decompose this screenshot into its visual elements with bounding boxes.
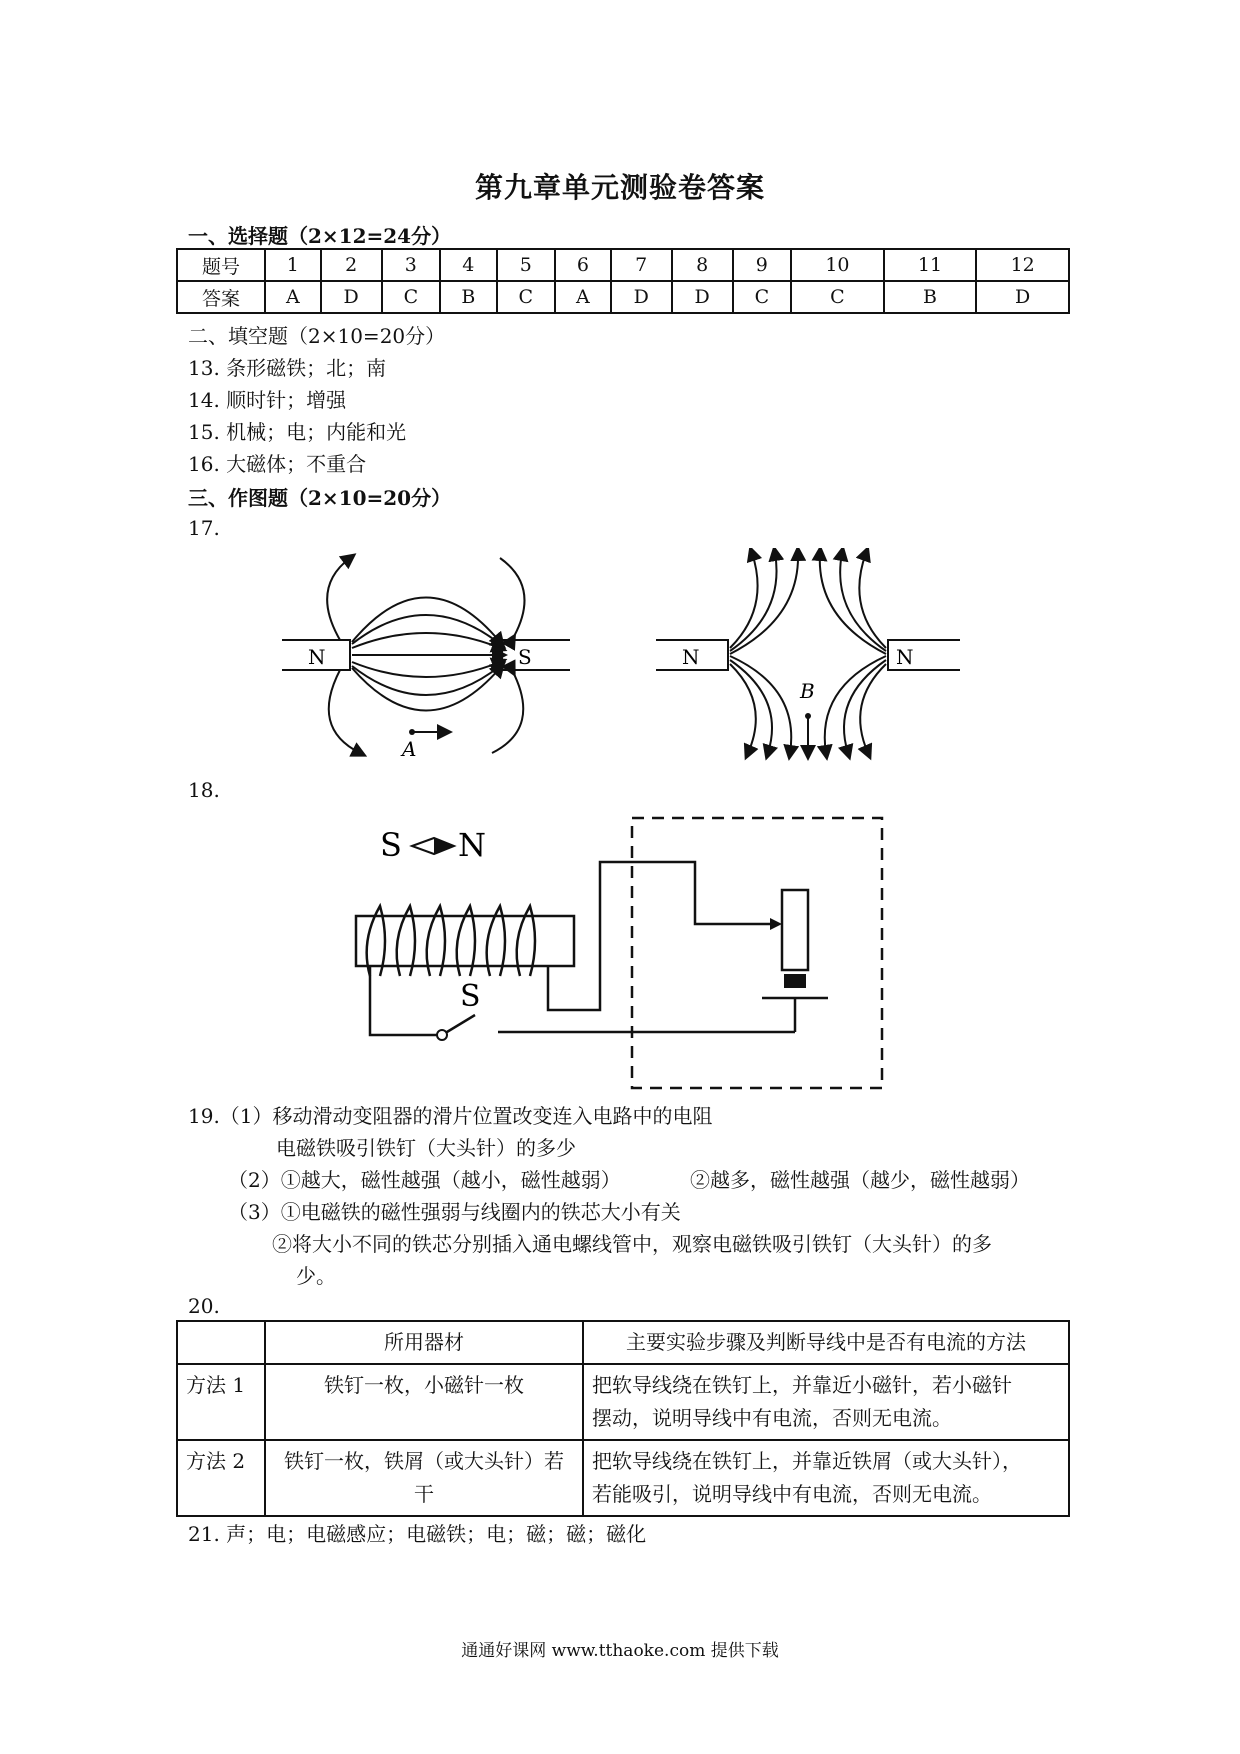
q19-line-4: （3）①电磁铁的磁性强弱与线圈内的铁芯大小有关 xyxy=(228,1200,681,1224)
row-label-number: 题号 xyxy=(177,249,265,281)
q21-answer: 21. 声；电；电磁感应；电磁铁；电；磁；磁；磁化 xyxy=(188,1522,647,1546)
q20-method-2-steps-line-2: 若能吸引，说明导线中有电流，否则无电流。 xyxy=(592,1482,992,1506)
q19-line-3a: （2）①越大，磁性越强（越小，磁性越弱） xyxy=(228,1168,621,1192)
answer-cell: B xyxy=(440,281,496,313)
q20-header-row xyxy=(177,1321,1069,1364)
fig17-right-diagram xyxy=(656,553,960,753)
q20-header-steps: 主要实验步骤及判断导线中是否有电流的方法 xyxy=(583,1321,1069,1364)
compass-needle-n-half xyxy=(434,838,454,854)
answer-cell: B xyxy=(884,281,977,313)
fig17-left-n: N xyxy=(308,645,326,669)
number-cell: 9 xyxy=(733,249,792,281)
q20-method-1-steps-line-2: 摆动，说明导线中有电流，否则无电流。 xyxy=(592,1406,952,1430)
q20-method-1-equipment: 铁钉一枚，小磁针一枚 xyxy=(265,1364,583,1440)
compass-s-label: S xyxy=(380,826,402,864)
fig17-right-n1: N xyxy=(682,645,700,669)
answer-cell: D xyxy=(672,281,733,313)
answer-cell: A xyxy=(555,281,611,313)
wire-to-switch xyxy=(370,966,442,1035)
number-cell: 2 xyxy=(321,249,382,281)
question-18-label: 18. xyxy=(188,778,220,802)
q20-row-method-1 xyxy=(177,1364,1069,1440)
q20-method-1-steps-line-1: 把软导线绕在铁钉上，并靠近小磁针，若小磁针 xyxy=(592,1373,1012,1397)
fig17-left-s: S xyxy=(518,645,532,669)
number-cell: 11 xyxy=(884,249,977,281)
dashed-box xyxy=(632,818,882,1088)
left-magnet-s xyxy=(502,640,570,670)
number-cell: 10 xyxy=(791,249,884,281)
q19-line-1: 19.（1）移动滑动变阻器的滑片位置改变连入电路中的电阻 xyxy=(188,1104,713,1128)
fill-answer-13: 13. 条形磁铁；北；南 xyxy=(188,356,387,380)
answer-cell: C xyxy=(733,281,792,313)
fill-answer-15: 15. 机械；电；内能和光 xyxy=(188,420,407,444)
q19-line-2: 电磁铁吸引铁钉（大头针）的多少 xyxy=(276,1136,576,1160)
row-label-answer: 答案 xyxy=(177,281,265,313)
number-cell: 4 xyxy=(440,249,496,281)
answer-cell: C xyxy=(791,281,884,313)
answer-cell: D xyxy=(321,281,382,313)
device-rod xyxy=(782,890,808,970)
number-cell: 1 xyxy=(265,249,321,281)
fig17-right-n2: N xyxy=(896,645,914,669)
figure-17-magnetic-fields xyxy=(270,548,970,768)
number-cell: 3 xyxy=(382,249,441,281)
answer-cell: D xyxy=(976,281,1069,313)
question-17-label: 17. xyxy=(188,516,220,540)
q20-method-2-equipment-line-2: 干 xyxy=(414,1482,434,1506)
answer-cell: D xyxy=(611,281,672,313)
number-cell: 7 xyxy=(611,249,672,281)
question-20-label: 20. xyxy=(188,1294,220,1318)
solenoid-core xyxy=(356,916,574,966)
q20-method-2-equipment xyxy=(265,1440,583,1516)
q20-method-2-label: 方法 2 xyxy=(177,1440,265,1516)
q19-line-6: 少。 xyxy=(296,1264,336,1288)
switch-label: S xyxy=(460,979,481,1014)
q20-row-method-2 xyxy=(177,1440,1069,1516)
q20-method-2-steps xyxy=(583,1440,1069,1516)
q20-method-1-steps xyxy=(583,1364,1069,1440)
section2-heading: 二、填空题（2×10=20分） xyxy=(188,324,446,348)
answer-cell: C xyxy=(382,281,441,313)
figure-18-circuit xyxy=(350,810,890,1090)
page-title: 第九章单元测验卷答案 xyxy=(474,171,765,204)
compass-n-label: N xyxy=(458,826,486,864)
section3-heading: 三、作图题（2×10=20分） xyxy=(188,486,452,510)
q19-line-5: ②将大小不同的铁芯分别插入通电螺线管中，观察电磁铁吸引铁钉（大头针）的多 xyxy=(272,1232,992,1256)
fill-answer-16: 16. 大磁体；不重合 xyxy=(188,452,367,476)
q20-method-2-steps-line-1: 把软导线绕在铁钉上，并靠近铁屑（或大头针）， xyxy=(592,1449,1022,1473)
answer-cell: C xyxy=(497,281,556,313)
wire-to-lever xyxy=(548,862,770,1010)
choice-answer-table xyxy=(176,248,1070,314)
number-cell: 12 xyxy=(976,249,1069,281)
q20-method-1-label: 方法 1 xyxy=(177,1364,265,1440)
fig17-label-a: A xyxy=(402,737,417,761)
q20-method-table xyxy=(176,1320,1070,1517)
q20-header-equipment: 所用器材 xyxy=(265,1321,583,1364)
q20-header-blank xyxy=(177,1321,265,1364)
number-row xyxy=(177,249,1069,281)
answer-row xyxy=(177,281,1069,313)
number-cell: 5 xyxy=(497,249,556,281)
page-footer: 通通好课网 www.tthaoke.com 提供下载 xyxy=(461,1641,779,1661)
fill-answer-14: 14. 顺时针；增强 xyxy=(188,388,347,412)
answer-cell: A xyxy=(265,281,321,313)
section1-heading: 一、选择题（2×12=24分） xyxy=(188,224,452,248)
device-block xyxy=(784,974,806,988)
number-cell: 8 xyxy=(672,249,733,281)
fig17-label-b: B xyxy=(800,679,815,703)
q20-method-2-equipment-line-1: 铁钉一枚，铁屑（或大头针）若 xyxy=(284,1449,564,1473)
q19-line-3b: ②越多，磁性越强（越少，磁性越弱） xyxy=(690,1168,1030,1192)
number-cell: 6 xyxy=(555,249,611,281)
